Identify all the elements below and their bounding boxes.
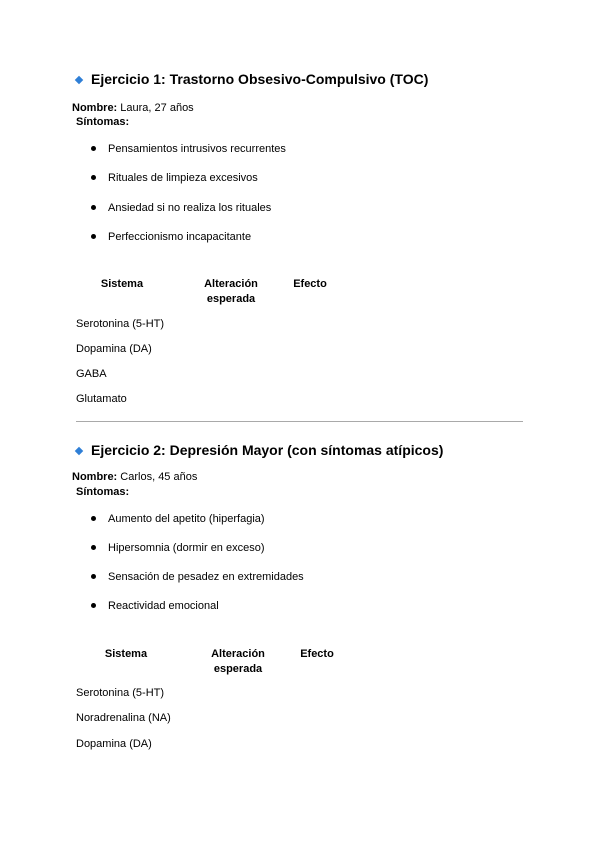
section-divider xyxy=(76,421,523,422)
table-row: Dopamina (DA) xyxy=(76,738,152,750)
list-item: Ansiedad si no realiza los rituales xyxy=(91,202,271,214)
symptoms-label: Síntomas: xyxy=(76,116,130,128)
list-item: Perfeccionismo incapacitante xyxy=(91,231,251,243)
diamond-icon xyxy=(75,76,83,84)
table-header-alteracion: Alteración esperada xyxy=(204,278,258,305)
name-value: Laura, 27 años xyxy=(117,102,194,114)
diamond-icon xyxy=(75,447,83,455)
disc-bullet-icon xyxy=(91,234,96,239)
symptoms-label: Síntomas: xyxy=(76,486,130,498)
exercise-2-heading xyxy=(76,442,443,458)
list-item: Pensamientos intrusivos recurrentes xyxy=(91,143,286,155)
table-row: Glutamato xyxy=(76,393,127,405)
table-row: Noradrenalina (NA) xyxy=(76,712,171,724)
list-item: Sensación de pesadez en extremidades xyxy=(91,571,304,583)
table-header-efecto: Efecto xyxy=(300,648,334,660)
exercise-1-heading xyxy=(76,71,428,87)
table-header-sistema: Sistema xyxy=(100,278,144,290)
list-item: Rituales de limpieza excesivos xyxy=(91,172,258,184)
table-row: Serotonina (5-HT) xyxy=(76,687,165,699)
name-label: Nombre: xyxy=(72,102,118,114)
disc-bullet-icon xyxy=(91,603,96,608)
disc-bullet-icon xyxy=(91,205,96,210)
disc-bullet-icon xyxy=(91,545,96,550)
exercise-2-title: Ejercicio 2: Depresión Mayor (con síntomas atípicos) xyxy=(91,442,444,458)
list-item: Aumento del apetito (hiperfagia) xyxy=(91,513,265,525)
disc-bullet-icon xyxy=(91,175,96,180)
table-header-alteracion: Alteración esperada xyxy=(211,648,265,675)
table-row: Serotonina (5-HT) xyxy=(76,318,165,330)
name-label: Nombre: xyxy=(72,471,118,483)
table-header-efecto: Efecto xyxy=(293,278,327,290)
list-item: Reactividad emocional xyxy=(91,600,219,612)
disc-bullet-icon xyxy=(91,574,96,579)
table-header-sistema: Sistema xyxy=(104,648,148,660)
name-value: Carlos, 45 años xyxy=(117,471,198,483)
exercise-1-title: Ejercicio 1: Trastorno Obsesivo-Compulsivo (TOC) xyxy=(91,71,429,87)
list-item: Hipersomnia (dormir en exceso) xyxy=(91,542,265,554)
disc-bullet-icon xyxy=(91,146,96,151)
exercise-2-patient xyxy=(72,471,197,483)
disc-bullet-icon xyxy=(91,516,96,521)
exercise-1-patient xyxy=(72,102,194,114)
table-row: GABA xyxy=(76,368,107,380)
table-row: Dopamina (DA) xyxy=(76,343,152,355)
